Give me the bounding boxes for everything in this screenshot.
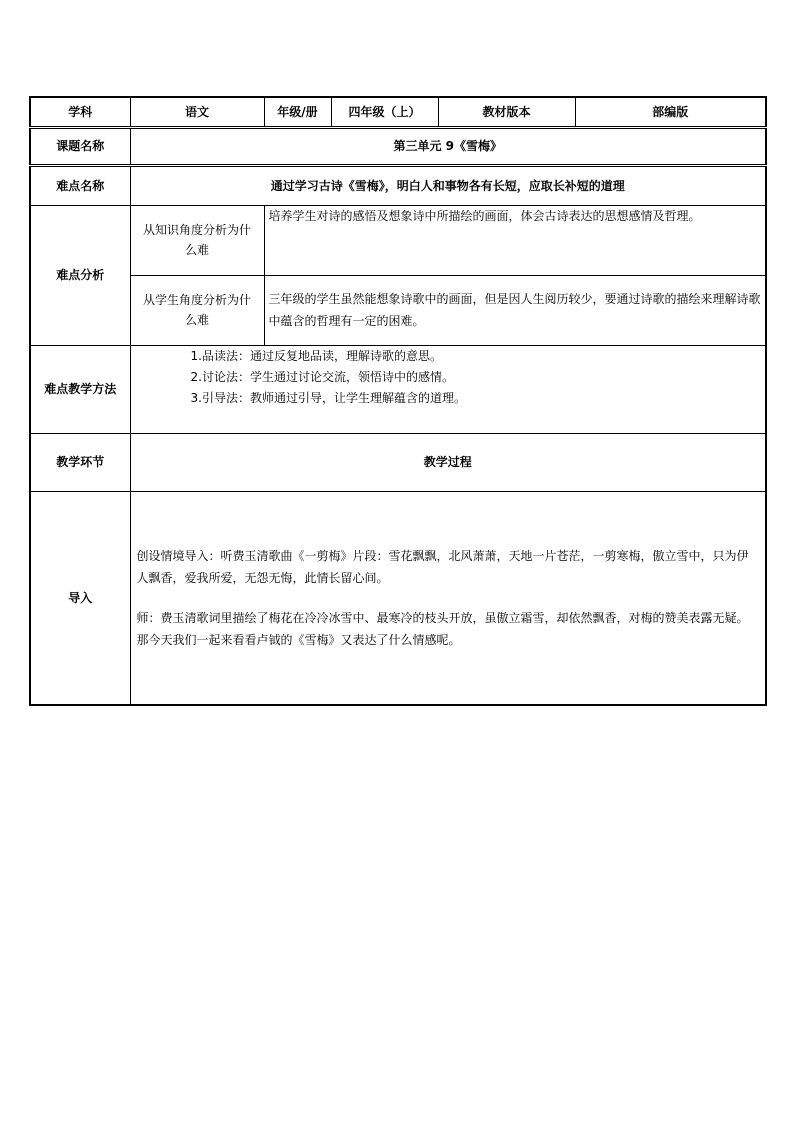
- lesson-row: [30, 127, 766, 165]
- analysis-student-row: [30, 275, 766, 345]
- lesson-label: 课题名称: [30, 127, 130, 165]
- subject-value: 语文: [130, 97, 264, 127]
- intro-paragraph-1: 创设情境导入：听费玉清歌曲《一剪梅》片段：雪花飘飘，北风萧萧，天地一片苍茫，一剪寒梅，傲立雪中，只为伊人飘香，爱我所爱，无怨无悔，此情长留心间。: [136, 548, 749, 585]
- intro-paragraph-2: 师：费玉清歌词里描绘了梅花在冷冷冰雪中、最寒冷的枝头开放，虽傲立霜雪，却依然飘香，对梅的赞美表露无疑。那今天我们一起来看看卢钺的《雪梅》又表达了什么情感呢。: [136, 610, 749, 647]
- lesson-plan-table: [29, 96, 767, 706]
- intro-label: 导入: [30, 491, 130, 705]
- difficulty-value: 通过学习古诗《雪梅》，明白人和事物各有长短，应取长补短的道理: [130, 165, 766, 205]
- intro-content: [130, 491, 766, 705]
- difficulty-row: [30, 165, 766, 205]
- student-angle-text: 从学生角度分析为什么难: [142, 293, 251, 327]
- student-analysis-text: 三年级的学生虽然能想象诗歌中的画面，但是因人生阅历较少，要通过诗歌的描绘来理解诗歌中蕴含的哲理有一定的困难。: [264, 275, 766, 345]
- process-header-row: [30, 433, 766, 491]
- grade-label: 年级/册: [264, 97, 331, 127]
- knowledge-angle-label: [130, 205, 264, 275]
- edition-value: 部编版: [575, 97, 766, 127]
- knowledge-angle-text: 从知识角度分析为什么难: [142, 223, 251, 257]
- methods-list: [130, 345, 766, 433]
- method-item-3: 3.引导法：教师通过引导，让学生理解蕴含的道理。: [190, 390, 466, 405]
- student-angle-label: [130, 275, 264, 345]
- analysis-knowledge-row: [30, 205, 766, 275]
- process-label: 教学过程: [130, 433, 766, 491]
- analysis-label: 难点分析: [30, 205, 130, 345]
- grade-value: 四年级（上）: [331, 97, 438, 127]
- lesson-title: 第三单元 9《雪梅》: [130, 127, 766, 165]
- edition-label: 教材版本: [438, 97, 575, 127]
- knowledge-analysis-text: 培养学生对诗的感悟及想象诗中所描绘的画面，体会古诗表达的思想感情及哲理。: [264, 205, 766, 275]
- difficulty-label: 难点名称: [30, 165, 130, 205]
- stage-label: 教学环节: [30, 433, 130, 491]
- methods-row: [30, 345, 766, 433]
- methods-label: 难点教学方法: [30, 345, 130, 433]
- subject-label: 学科: [30, 97, 130, 127]
- method-item-1: 1.品读法：通过反复地品读，理解诗歌的意思。: [190, 348, 442, 363]
- header-row: [30, 97, 766, 127]
- intro-row: [30, 491, 766, 705]
- method-item-2: 2.讨论法：学生通过讨论交流，领悟诗中的感情。: [190, 369, 454, 384]
